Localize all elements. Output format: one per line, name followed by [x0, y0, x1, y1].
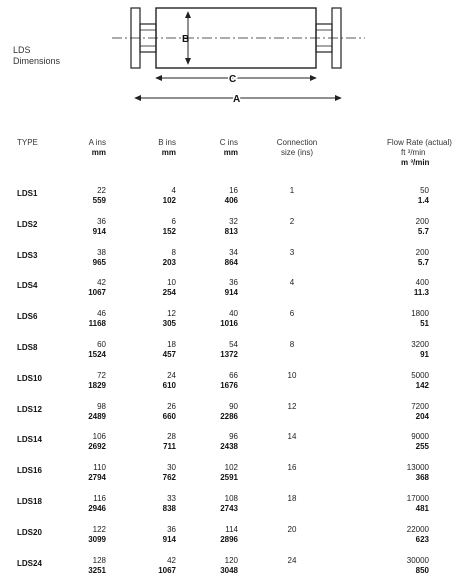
dim-c-cell: [202, 371, 238, 391]
table-row: [0, 309, 454, 339]
flow-rate-ft3: 50: [420, 186, 429, 195]
dim-c-inches: 40: [229, 309, 238, 319]
flow-rate-m3: 1.4: [417, 196, 429, 205]
header-flow-line-1: Flow Rate (actual): [387, 138, 452, 147]
dim-c-inches: 96: [229, 432, 238, 442]
dim-a-cell: [72, 463, 106, 483]
dim-c-cell: [202, 556, 238, 576]
dim-a-mm: 3099: [88, 534, 106, 544]
connection-size-cell: 6: [289, 309, 295, 319]
dim-b-cell: [140, 340, 176, 360]
flow-rate-m3: 5.7: [417, 257, 429, 267]
dim-a-mm: 1829: [88, 380, 106, 390]
dim-a-inches: 60: [97, 340, 106, 349]
dim-a-mm: 2489: [88, 411, 106, 421]
dim-b-inches: 30: [167, 463, 176, 473]
dim-c-mm: 864: [224, 257, 238, 267]
dim-b-inches: 24: [167, 370, 176, 380]
dim-b-mm: 914: [162, 534, 176, 544]
header-flow-rate: [387, 138, 454, 168]
dim-c-cell: [202, 309, 238, 329]
header-connection-line-1: Connection: [276, 138, 318, 147]
connection-size-cell: 12: [287, 401, 297, 411]
flow-rate-cell: [400, 309, 429, 329]
flow-rate-m3: 5.7: [417, 226, 429, 236]
dim-c-inches: 54: [229, 340, 238, 349]
flow-rate-ft3: 17000: [406, 494, 429, 503]
dim-a-cell: [72, 525, 106, 545]
dim-a-cell: [72, 278, 106, 298]
flow-rate-ft3: 9000: [411, 432, 429, 442]
header-a: [72, 138, 106, 158]
dim-b-mm: 457: [162, 350, 176, 359]
header-flow-line-2: ft ³/min: [401, 148, 426, 157]
flow-rate-m3: 142: [415, 380, 429, 390]
dim-c-mm: 914: [224, 288, 238, 298]
dim-c-cell: [202, 278, 238, 298]
dimension-c-label: C: [229, 74, 237, 85]
type-cell: LDS18: [17, 497, 42, 506]
dim-c-mm: 2591: [220, 473, 238, 483]
dim-a-inches: 110: [93, 463, 106, 473]
dim-a-cell: [72, 340, 106, 360]
flow-rate-cell: [400, 556, 429, 576]
dim-c-cell: [202, 432, 238, 452]
flow-rate-ft3: 1800: [411, 309, 429, 319]
dim-c-cell: [202, 525, 238, 545]
header-type: TYPE: [17, 138, 38, 147]
table-row: [0, 402, 454, 432]
flow-rate-cell: [400, 525, 429, 545]
flow-rate-m3: 481: [415, 504, 429, 513]
dim-b-inches: 8: [171, 247, 176, 257]
diagram-caption: [13, 45, 60, 67]
dim-a-inches: 98: [97, 401, 106, 411]
dim-b-cell: [140, 248, 176, 268]
dim-c-inches: 16: [229, 186, 238, 195]
flow-rate-ft3: 22000: [406, 524, 429, 534]
dim-b-inches: 4: [171, 186, 176, 195]
connection-size-cell: 8: [289, 340, 295, 349]
type-cell: LDS6: [17, 312, 38, 322]
table-row: [0, 248, 454, 278]
table-row: [0, 463, 454, 493]
type-cell: LDS12: [17, 404, 42, 414]
caption-line-1: LDS: [13, 45, 31, 55]
header-connection: [272, 138, 322, 158]
dim-b-mm: 305: [162, 319, 176, 329]
type-cell: LDS3: [17, 250, 38, 260]
flow-rate-cell: [400, 186, 429, 206]
table-row: [0, 217, 454, 247]
dimension-a-label: A: [233, 94, 241, 105]
dim-c-mm: 3048: [220, 565, 238, 575]
header-b: [140, 138, 176, 158]
dim-a-mm: 3251: [88, 565, 106, 575]
dim-a-inches: 46: [97, 309, 106, 319]
dimension-b-label: B: [182, 34, 190, 45]
dim-b-mm: 152: [162, 226, 176, 236]
dim-b-mm: 610: [162, 380, 176, 390]
dim-b-mm: 711: [163, 442, 176, 452]
dim-b-mm: 660: [162, 411, 176, 421]
dim-c-cell: [202, 494, 238, 514]
dim-a-inches: 72: [97, 370, 106, 380]
dim-a-mm: 2692: [88, 442, 106, 452]
dim-b-cell: [140, 309, 176, 329]
dim-c-mm: 2438: [220, 442, 238, 452]
dim-a-mm: 1067: [88, 288, 106, 298]
flow-rate-cell: [400, 371, 429, 391]
flow-rate-m3: 368: [415, 473, 429, 483]
dim-c-mm: 2743: [220, 504, 238, 513]
dim-b-mm: 203: [162, 257, 176, 267]
dim-a-mm: 965: [92, 257, 106, 267]
flow-rate-m3: 11.3: [413, 288, 429, 298]
dim-a-inches: 116: [93, 494, 106, 503]
flow-rate-m3: 255: [415, 442, 429, 452]
dim-b-inches: 33: [167, 494, 176, 503]
dim-b-mm: 762: [162, 473, 176, 483]
dim-c-cell: [202, 402, 238, 422]
dim-a-cell: [72, 432, 106, 452]
table-row: [0, 371, 454, 401]
dim-a-inches: 128: [92, 555, 106, 565]
dim-a-mm: 2794: [88, 473, 106, 483]
dim-c-cell: [202, 463, 238, 483]
type-cell: LDS14: [17, 435, 42, 445]
dim-c-inches: 120: [224, 555, 238, 565]
table-row: [0, 432, 454, 462]
dim-a-mm: 559: [92, 196, 106, 205]
dim-c-cell: [202, 248, 238, 268]
dim-b-cell: [140, 494, 176, 514]
dim-c-cell: [202, 340, 238, 360]
type-cell: LDS24: [17, 558, 42, 568]
dim-c-mm: 406: [224, 196, 238, 205]
dim-b-cell: [140, 556, 176, 576]
dim-c-mm: 1372: [220, 350, 238, 359]
dim-a-cell: [72, 402, 106, 422]
header-flow-unit: m ³/min: [401, 158, 430, 167]
dim-a-inches: 106: [92, 432, 106, 442]
dim-a-inches: 38: [97, 247, 106, 257]
dim-b-cell: [140, 186, 176, 206]
dim-a-mm: 2946: [88, 504, 106, 513]
dim-a-cell: [72, 309, 106, 329]
dim-b-cell: [140, 432, 176, 452]
connection-size-cell: 10: [287, 370, 297, 380]
flow-rate-cell: [400, 248, 429, 268]
flow-rate-m3: 850: [415, 565, 429, 575]
type-cell: LDS20: [17, 527, 42, 537]
type-cell: LDS16: [17, 466, 42, 476]
dim-a-cell: [72, 371, 106, 391]
dim-a-cell: [72, 494, 106, 514]
type-cell: LDS1: [17, 189, 38, 198]
dim-b-mm: 102: [162, 196, 176, 205]
dim-c-inches: 34: [229, 247, 238, 257]
flow-rate-m3: 91: [420, 350, 429, 359]
flow-rate-m3: 204: [415, 411, 429, 421]
connection-size-cell: 3: [289, 247, 295, 257]
dim-b-cell: [140, 525, 176, 545]
dim-a-inches: 42: [97, 278, 106, 288]
type-cell: LDS4: [17, 281, 38, 291]
dim-b-inches: 28: [167, 432, 176, 442]
dim-a-mm: 1168: [88, 319, 106, 329]
flow-rate-cell: [400, 402, 429, 422]
dim-a-inches: 22: [97, 186, 106, 195]
dim-a-cell: [72, 217, 106, 237]
dim-c-inches: 114: [225, 524, 238, 534]
header-c-label: C ins: [219, 138, 238, 147]
flow-rate-cell: [400, 494, 429, 514]
connection-size-cell: 14: [287, 432, 297, 442]
dim-b-mm: 838: [162, 504, 176, 513]
connection-size-cell: 16: [287, 463, 297, 473]
dim-b-inches: 26: [167, 401, 176, 411]
flow-rate-ft3: 13000: [406, 463, 429, 473]
dim-c-mm: 1016: [220, 319, 238, 329]
header-b-unit: mm: [161, 148, 176, 157]
dim-c-inches: 108: [224, 494, 238, 503]
dim-b-cell: [140, 278, 176, 298]
header-c-unit: mm: [223, 148, 238, 157]
dim-c-mm: 2896: [220, 534, 238, 544]
table-row: [0, 278, 454, 308]
type-cell: LDS8: [17, 343, 38, 352]
connection-size-cell: 24: [287, 555, 297, 565]
dim-c-mm: 813: [224, 226, 238, 236]
table-row: [0, 186, 454, 216]
header-c: [202, 138, 238, 158]
dim-c-mm: 1676: [220, 380, 238, 390]
flow-rate-ft3: 30000: [406, 555, 429, 565]
header-connection-line-2: size (ins): [280, 148, 313, 157]
dim-c-inches: 102: [224, 463, 238, 473]
table-row: [0, 556, 454, 586]
connection-size-cell: 20: [287, 524, 297, 534]
dim-c-inches: 66: [229, 370, 238, 380]
dim-b-mm: 254: [162, 288, 176, 298]
dim-b-inches: 36: [167, 524, 176, 534]
flow-rate-ft3: 200: [415, 216, 429, 226]
flow-rate-ft3: 200: [415, 247, 429, 257]
dim-b-inches: 42: [167, 555, 176, 565]
dim-c-inches: 36: [229, 278, 238, 288]
dim-a-inches: 36: [97, 216, 106, 226]
dim-c-cell: [202, 186, 238, 206]
dim-b-inches: 12: [167, 309, 176, 319]
type-cell: LDS2: [17, 219, 38, 229]
flow-rate-ft3: 5000: [411, 370, 429, 380]
flow-rate-cell: [400, 278, 429, 298]
type-cell: LDS10: [17, 373, 42, 383]
flow-rate-cell: [400, 340, 429, 360]
dim-a-cell: [72, 186, 106, 206]
dim-b-inches: 18: [167, 340, 176, 349]
flow-rate-ft3: 400: [415, 278, 429, 288]
flow-rate-cell: [400, 432, 429, 452]
header-b-label: B ins: [158, 138, 176, 147]
dim-c-mm: 2286: [220, 411, 238, 421]
dim-b-cell: [140, 402, 176, 422]
dim-b-mm: 1067: [158, 565, 176, 575]
connection-size-cell: 2: [289, 216, 295, 226]
dim-a-mm: 1524: [88, 350, 106, 359]
dim-b-inches: 10: [167, 278, 176, 288]
header-a-label: A ins: [88, 138, 106, 147]
dim-a-mm: 914: [92, 226, 106, 236]
flow-rate-m3: 623: [415, 534, 429, 544]
connection-size-cell: 4: [289, 278, 295, 288]
flow-rate-m3: 51: [420, 319, 429, 329]
flow-rate-cell: [400, 463, 429, 483]
connection-size-cell: 18: [287, 494, 297, 503]
dim-b-cell: [140, 217, 176, 237]
connection-size-cell: 1: [289, 186, 295, 195]
dim-b-cell: [140, 463, 176, 483]
lds-dimension-diagram: [0, 0, 454, 115]
dim-b-cell: [140, 371, 176, 391]
flow-rate-ft3: 7200: [411, 401, 429, 411]
dim-a-inches: 122: [92, 524, 106, 534]
dim-a-cell: [72, 248, 106, 268]
dim-c-cell: [202, 217, 238, 237]
dim-c-inches: 90: [229, 401, 238, 411]
flow-rate-cell: [400, 217, 429, 237]
table-row: [0, 525, 454, 555]
caption-line-2: Dimensions: [13, 56, 61, 66]
header-a-unit: mm: [91, 148, 106, 157]
dim-b-inches: 6: [171, 216, 176, 226]
dim-c-inches: 32: [229, 216, 238, 226]
flow-rate-ft3: 3200: [411, 340, 429, 349]
table-row: [0, 494, 454, 524]
table-row: [0, 340, 454, 370]
dim-a-cell: [72, 556, 106, 576]
